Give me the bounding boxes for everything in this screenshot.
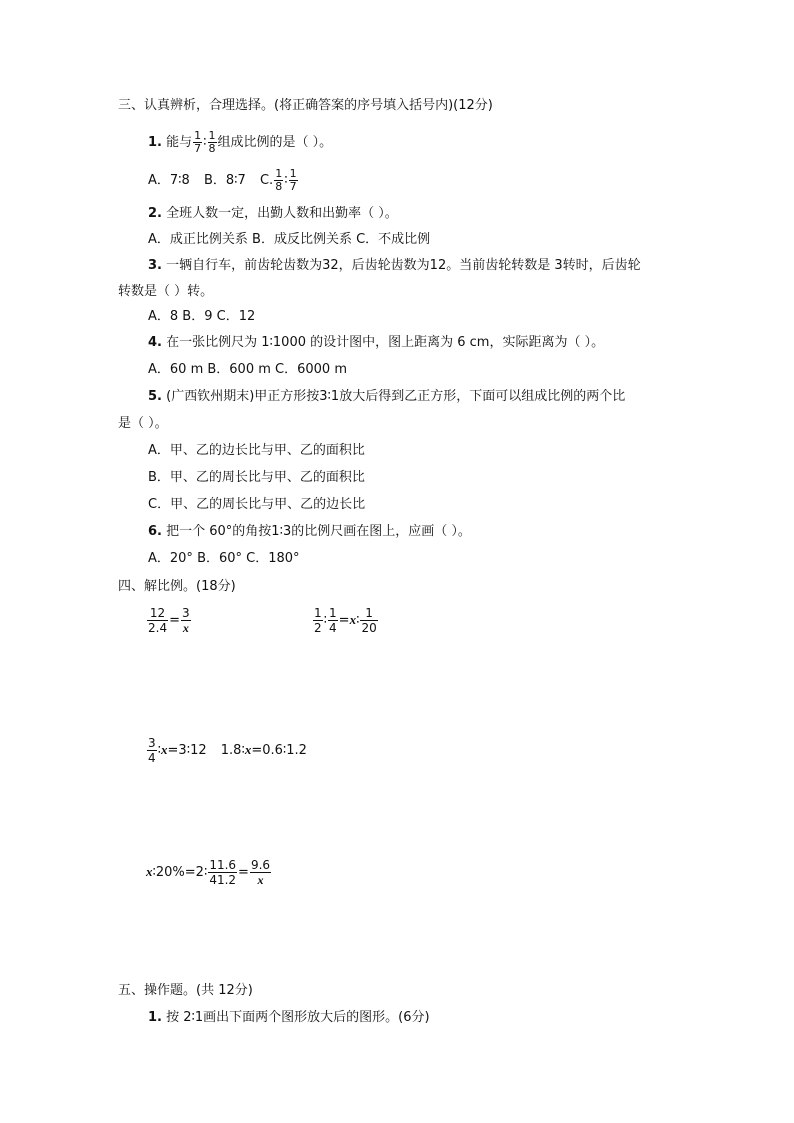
question-3-number: 3. (148, 258, 162, 273)
variable-x: x (244, 742, 252, 757)
question-3-options: A．8 B．9 C．12 (148, 309, 256, 324)
variable-x: x (161, 742, 168, 757)
question-5-option-c: C．甲、乙的周长比与甲、乙的边长比 (148, 497, 366, 512)
fraction-12-over-2.4: $\frac{12}{2.4}$ (148, 606, 168, 635)
ratio-colon: ∶ (356, 613, 360, 628)
question-4-text: 在一张比例尺为 1∶1000 的设计图中，图上距离为 6 cm，实际距离为（ ）。 (166, 335, 605, 350)
fraction-1-7: $\frac{1}{7}$ (289, 167, 297, 193)
equals-sign: = (338, 613, 350, 628)
equation-2 (312, 606, 379, 635)
equation-4-pre: 1.8∶ (220, 743, 245, 758)
ratio-colon: ∶ (284, 173, 288, 188)
question-3-line1: 一辆自行车，前齿轮齿数为32，后齿轮齿数为12。当前齿轮转数是 3转时，后齿轮 (166, 258, 641, 273)
question-4-number: 4. (148, 335, 162, 350)
section4-heading: 四、解比例。(18分) (118, 579, 236, 594)
option-a: A．7∶8 (148, 173, 190, 188)
fraction-3-4: $\frac{3}{4}$ (148, 736, 156, 765)
question-1-pre: 能与 (166, 135, 193, 150)
question-2-number: 2. (148, 206, 162, 221)
fraction-1-8: $\frac{1}{8}$ (208, 129, 216, 155)
question-1 (148, 130, 332, 155)
question-6-options: A．20° B．60° C．180° (148, 551, 300, 566)
fraction-1-7: $\frac{1}{7}$ (194, 129, 202, 155)
option-c: C. (259, 173, 274, 188)
equation-3-rest: =3∶12 (167, 743, 207, 758)
equation-1 (146, 606, 192, 635)
fraction-1-20: $\frac{1}{20}$ (361, 606, 377, 635)
equation-5-6 (146, 858, 272, 887)
question-6 (148, 524, 471, 540)
question-6-number: 6. (148, 524, 162, 539)
equation-5-rest: ∶20%=2∶ (152, 865, 208, 880)
fraction-9.6-over-x: $\frac{9.6}{x}$ (250, 858, 271, 887)
equation-3-4 (146, 736, 307, 765)
question-3-line2: 转数是（ ）转。 (118, 284, 214, 299)
section5-heading: 五、操作题。(共 12分) (118, 983, 253, 998)
question-4 (148, 335, 604, 351)
fraction-3-over-x: $\frac{3}{x}$ (182, 606, 190, 635)
question-6-text: 把一个 60°的角按1∶3的比例尺画在图上，应画（ ）。 (166, 524, 471, 539)
question-2-options: A．成正比例关系 B．成反比例关系 C．不成比例 (148, 232, 431, 247)
equals-sign: = (169, 613, 180, 628)
section3-heading: 三、认真辨析，合理选择。(将正确答案的序号填入括号内)(12分) (118, 98, 493, 113)
question-1-number: 1. (148, 135, 162, 150)
question-1-options (148, 168, 299, 193)
question-5-option-b: B．甲、乙的周长比与甲、乙的面积比 (148, 470, 365, 485)
ratio-colon: ∶ (323, 613, 328, 628)
question-2 (148, 206, 398, 222)
question-5-number: 5. (148, 389, 162, 404)
option-b: B．8∶7 (203, 173, 246, 188)
question-3 (148, 258, 641, 274)
question-1-post: 组成比例的是（ ）。 (217, 135, 333, 150)
equals-sign: = (238, 865, 249, 880)
section5-question-1-text: 按 2∶1画出下面两个图形放大后的图形。(6分) (166, 1010, 430, 1025)
equation-4-post: =0.6∶1.2 (251, 743, 307, 758)
question-5-option-a: A．甲、乙的边长比与甲、乙的面积比 (148, 443, 365, 458)
fraction-11.6-over-41.2: $\frac{11.6}{41.2}$ (209, 858, 237, 887)
section5-question-1-number: 1. (148, 1010, 162, 1025)
variable-x: x (146, 864, 153, 879)
ratio-colon: ∶ (203, 135, 207, 150)
variable-x: x (349, 612, 357, 627)
ratio-colon: ∶ (157, 743, 162, 758)
section5-question-1 (148, 1010, 430, 1026)
fraction-1-2: $\frac{1}{2}$ (314, 606, 322, 635)
question-4-options: A．60 m B．600 m C．6000 m (148, 362, 347, 377)
question-5-line2: 是（ ）。 (118, 416, 168, 431)
fraction-1-4: $\frac{1}{4}$ (329, 606, 337, 635)
question-5 (148, 389, 625, 405)
fraction-1-8: $\frac{1}{8}$ (275, 167, 283, 193)
question-5-line1: (广西钦州期末)甲正方形按3∶1放大后得到乙正方形，下面可以组成比例的两个比 (166, 389, 626, 404)
question-2-text: 全班人数一定，出勤人数和出勤率（ ）。 (166, 206, 398, 221)
